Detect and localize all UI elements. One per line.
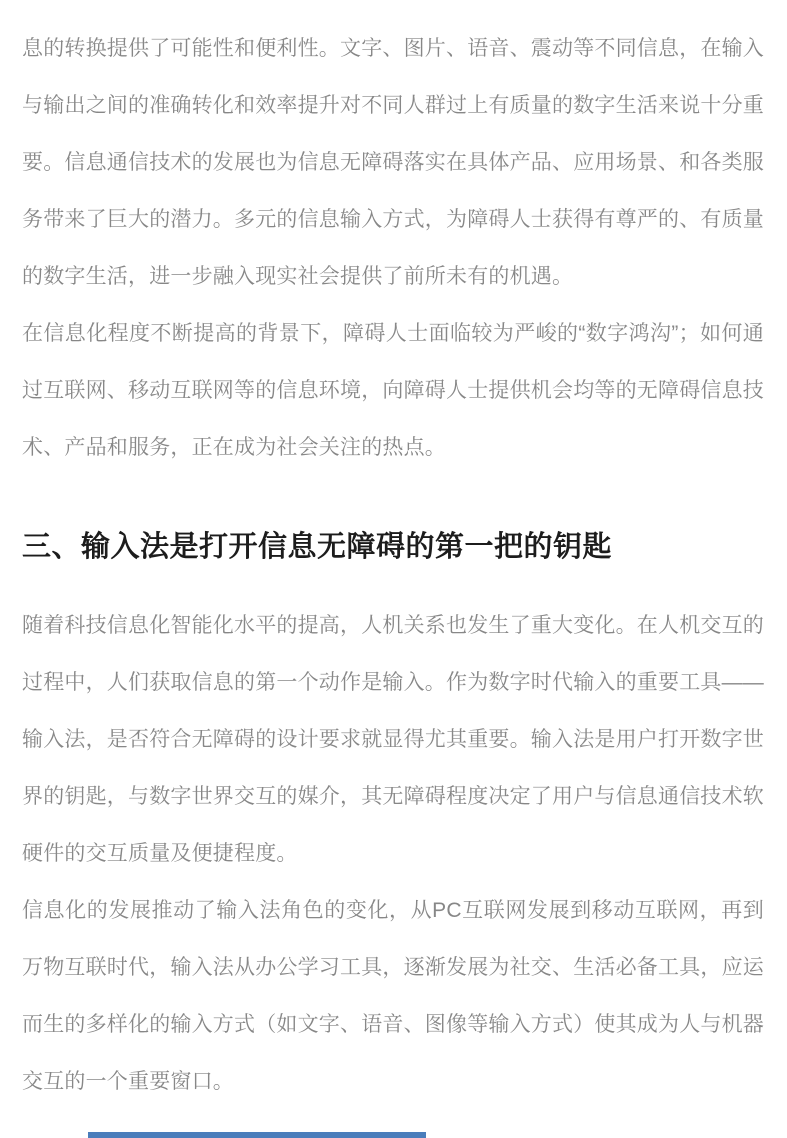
body-paragraph: 随着科技信息化智能化水平的提高，人机关系也发生了重大变化。在人机交互的过程中，人们获取信息的第一个动作是输入。作为数字时代输入的重要工具——输入法，是否符合无障碍的设计要求就显得尤其重要。输入法是用户打开数字世界的钥匙，与数字世界交互的媒介，其无障碍程度决定了用户与信息通信技术软硬件的交互质量及便捷程度。 <box>22 614 764 865</box>
body-paragraph: 息的转换提供了可能性和便利性。文字、图片、语音、震动等不同信息，在输入与输出之间的准确转化和效率提升对不同人群过上有质量的数字生活来说十分重要。信息通信技术的发展也为信息无障碍落实在具体产品、应用场景、和各类服务带来了巨大的潜力。多元的信息输入方式，为障碍人士获得有尊严的、有质量的数字生活，进一步融入现实社会提供了前所未有的机遇。 <box>22 37 764 288</box>
section-heading: 三、输入法是打开信息无障碍的第一把的钥匙 <box>22 531 613 563</box>
body-paragraph: 信息化的发展推动了输入法角色的变化，从PC互联网发展到移动互联网，再到万物互联时代，输入法从办公学习工具，逐渐发展为社交、生活必备工具，应运而生的多样化的输入方式（如文字、语音、图像等输入方式）使其成为人与机器交互的一个重要窗口。 <box>22 899 764 1093</box>
bottom-accent-bar <box>88 1132 426 1138</box>
body-paragraph: 在信息化程度不断提高的背景下，障碍人士面临较为严峻的“数字鸿沟”；如何通过互联网、移动互联网等的信息环境，向障碍人士提供机会均等的无障碍信息技术、产品和服务，正在成为社会关注的热点。 <box>22 322 764 459</box>
